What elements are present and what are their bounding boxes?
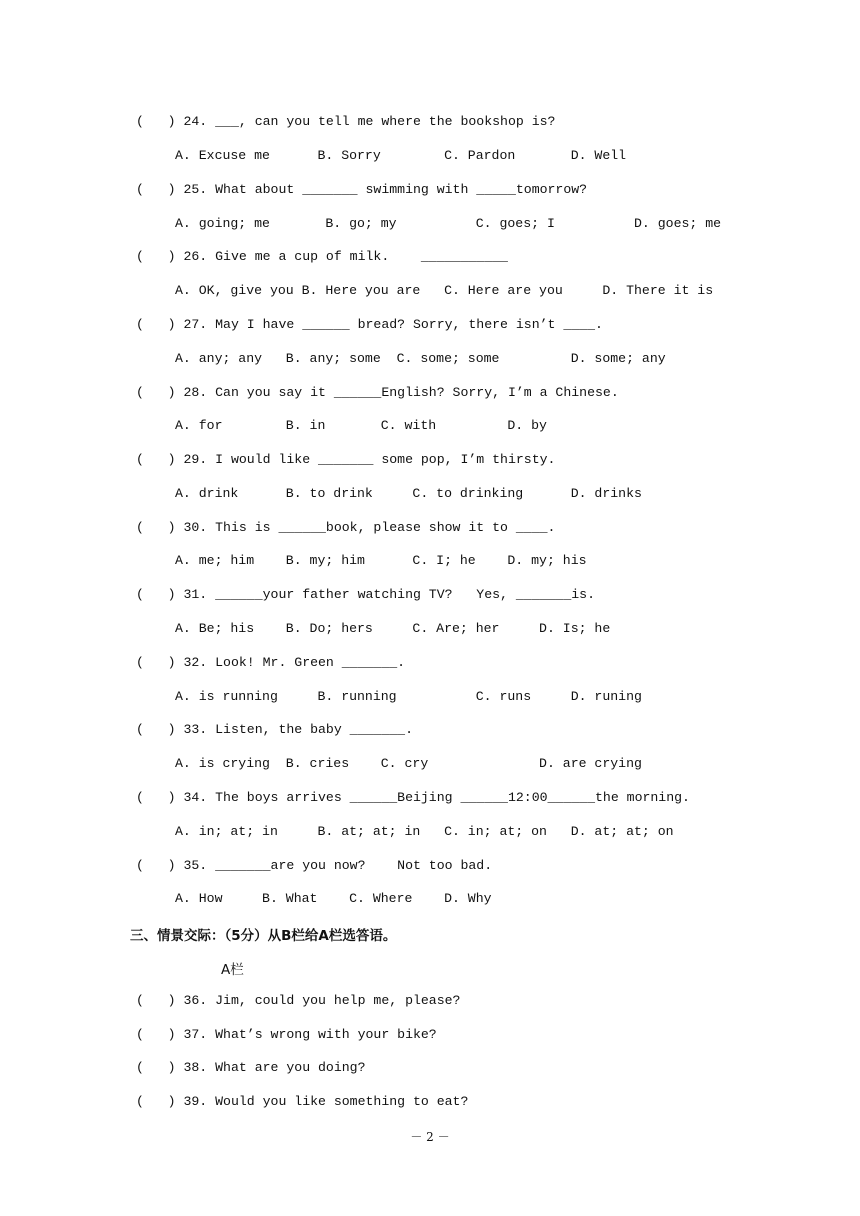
options-30: A. me; him B. my; him C. I; he D. my; his: [175, 553, 587, 568]
options-26: A. OK, give you B. Here you are C. Here are you D. There it is: [175, 283, 714, 298]
options-29: A. drink B. to drink C. to drinking D. drinks: [175, 486, 642, 501]
options-32: A. is running B. running C. runs D. runing: [175, 689, 642, 704]
question-34: ( ) 34. The boys arrives ______Beijing ______12:00______the morning.: [136, 790, 690, 805]
question-32: ( ) 32. Look! Mr. Green _______.: [136, 655, 406, 670]
options-24: A. Excuse me B. Sorry C. Pardon D. Well: [175, 148, 627, 163]
question-26: ( ) 26. Give me a cup of milk. ___________: [136, 249, 508, 264]
question-27: ( ) 27. May I have ______ bread? Sorry, there isn’t ____.: [136, 317, 603, 332]
question-35: ( ) 35. _______are you now? Not too bad.: [136, 858, 493, 873]
options-31: A. Be; his B. Do; hers C. Are; her D. Is; he: [175, 621, 611, 636]
options-27: A. any; any B. any; some C. some; some D. some; any: [175, 351, 666, 366]
options-35: A. How B. What C. Where D. Why: [175, 891, 492, 906]
question-33: ( ) 33. Listen, the baby _______.: [136, 722, 413, 737]
question-24: ( ) 24. ___, can you tell me where the bookshop is?: [136, 114, 556, 129]
question-28: ( ) 28. Can you say it ______English? Sorry, I’m a Chinese.: [136, 385, 619, 400]
question-29: ( ) 29. I would like _______ some pop, I’m thirsty.: [136, 452, 556, 467]
dialog-item-39: ( ) 39. Would you like something to eat?: [136, 1094, 469, 1109]
options-34: A. in; at; in B. at; at; in C. in; at; on D. at; at; on: [175, 824, 674, 839]
section-3-heading: 三、情景交际：（5分）从B栏给A栏选答语。: [130, 928, 397, 944]
question-25: ( ) 25. What about _______ swimming with _____tomorrow?: [136, 182, 588, 197]
options-25: A. going; me B. go; my C. goes; I D. goes; me: [175, 216, 722, 231]
dialog-item-36: ( ) 36. Jim, could you help me, please?: [136, 993, 461, 1008]
question-30: ( ) 30. This is ______book, please show it to ____.: [136, 520, 556, 535]
column-a-title: A栏: [221, 962, 244, 978]
page-number: － 2 －: [410, 1130, 450, 1144]
dialog-item-37: ( ) 37. What’s wrong with your bike?: [136, 1027, 437, 1042]
dialog-item-38: ( ) 38. What are you doing?: [136, 1060, 366, 1075]
options-33: A. is crying B. cries C. cry D. are crying: [175, 756, 642, 771]
options-28: A. for B. in C. with D. by: [175, 418, 547, 433]
question-31: ( ) 31. ______your father watching TV? Yes, _______is.: [136, 587, 595, 602]
